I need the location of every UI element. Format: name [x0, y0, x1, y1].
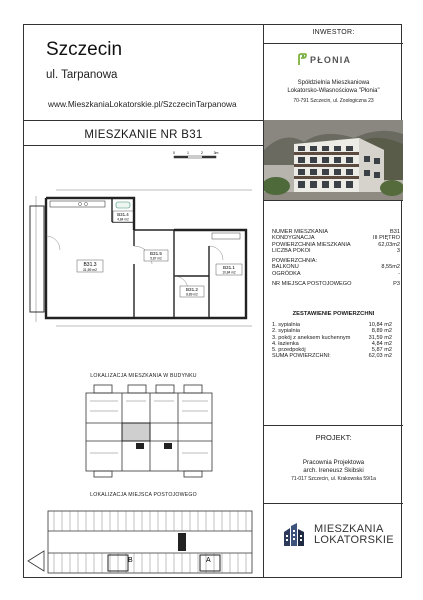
marker-a: A [206, 557, 211, 564]
caption-location-parking: LOKALIZACJA MIEJSCA POSTOJOWEGO [90, 492, 197, 498]
floor-plan [24, 146, 263, 346]
svg-text:10,84 m2: 10,84 m2 [222, 270, 236, 275]
building-location-plan [24, 381, 263, 481]
building-render-image [264, 120, 403, 200]
fact-row: LICZBA POKOI 3 [272, 247, 400, 254]
divider [24, 120, 263, 121]
building-logo-icon [282, 522, 308, 548]
summary-title: ZESTAWIENIE POWIERZCHNI [292, 311, 375, 317]
divider [264, 503, 403, 504]
summary-row: 1. sypialnia 10,84 m2 [272, 322, 392, 328]
svg-text:1: 1 [187, 151, 189, 155]
scale-bar [173, 151, 218, 158]
plonia-logo-text: PŁONIA [310, 54, 352, 65]
project-details [264, 459, 403, 483]
svg-text:4,84 m2: 4,84 m2 [117, 217, 129, 222]
fact-row: NUMER MIESZKANIA B31 [272, 229, 400, 235]
summary-total: SUMA POWIERZCHNI: 62,03 m2 [272, 353, 392, 360]
mieszkania-lokatorskie-logo [282, 522, 394, 548]
project-studio: Pracownia Projektowa [302, 459, 365, 466]
svg-text:5,87 m2: 5,87 m2 [150, 256, 162, 261]
balcony-row: BALKONU 8,55m2 [272, 264, 400, 271]
room-label-b31-5: B31.5 [149, 251, 163, 256]
investor-address: 70-791 Szczecin, ul. Zoologiczna 23 [293, 98, 374, 104]
city-title: Szczecin [46, 39, 123, 60]
parking-row: NR MIEJSCA POSTOJOWEGO P3 [272, 281, 400, 288]
svg-text:2: 2 [201, 151, 203, 155]
leaf-icon [297, 53, 307, 66]
caption-location-building: LOKALIZACJA MIESZKANIA W BUDYNKU [90, 373, 197, 379]
divider [264, 425, 403, 426]
project-address: 71-017 Szczecin, ul. Krakowska 59/1a [291, 476, 376, 482]
summary-row: 2. sypialnia 8,89 m2 [272, 328, 392, 335]
garden-row: OGRÓDKA - [272, 270, 400, 277]
fact-row: KONDYGNACJA III PIĘTRO [272, 235, 400, 242]
room-label-b31-2: B31.2 [185, 287, 199, 292]
summary-row: 5. przedpokój 5,87 m2 [272, 347, 392, 354]
column-divider [263, 25, 264, 577]
parking-location-plan [24, 501, 263, 579]
divider [264, 200, 403, 201]
room-label-b31-3: B31.3 [83, 262, 97, 268]
area-summary [272, 322, 392, 360]
apartment-facts [272, 229, 400, 287]
marker-b: B [128, 557, 133, 564]
divider [264, 43, 403, 44]
room-label-b31-1: B31.1 [222, 265, 236, 270]
investor-label: INWESTOR: [312, 29, 355, 36]
project-architect: arch. Ireneusz Skibski [303, 467, 364, 474]
area-heading: POWIERZCHNIA: [272, 258, 318, 265]
svg-text:3m: 3m [213, 151, 219, 155]
document-sheet [23, 24, 402, 578]
summary-row: 3. pokój z aneksem kuchennym 31,59 m2 [272, 334, 392, 341]
summary-row: 4. łazienka 4,84 m2 [272, 340, 392, 347]
website-url[interactable]: www.MieszkaniaLokatorskie.pl/SzczecinTarpanowa [48, 99, 237, 109]
apartment-title: MIESZKANIE NR B31 [84, 129, 203, 141]
project-label: PROJEKT: [315, 433, 352, 442]
svg-text:31,59 m2: 31,59 m2 [82, 268, 98, 272]
investor-name-2: Lokatorsko-Własnościowa "Płonia" [287, 88, 380, 94]
plonia-logo [297, 53, 351, 66]
investor-details [264, 79, 403, 105]
investor-name-1: Spółdzielnia Mieszkaniowa [297, 80, 370, 86]
fact-row: POWIERZCHNIA MIESZKANIA 62,03m2 [272, 241, 400, 248]
svg-text:0: 0 [173, 151, 175, 155]
street-name: ul. Tarpanowa [46, 69, 118, 81]
brand-text: MIESZKANIA LOKATORSKIE [314, 523, 394, 546]
room-label-b31-4: B31.4 [117, 212, 129, 217]
svg-text:8,89 m2: 8,89 m2 [186, 292, 198, 297]
